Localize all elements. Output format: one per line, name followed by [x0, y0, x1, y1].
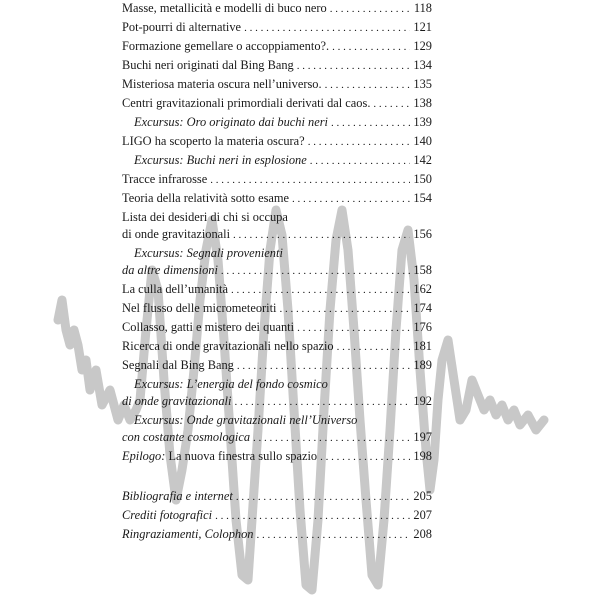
epilogue-title: La nuova finestra sullo spazio	[168, 449, 318, 463]
toc-entry-title: Excursus: Segnali provenienti	[134, 246, 283, 260]
dot-leader	[320, 449, 410, 465]
toc-entry-title: Bibliografia e internet	[122, 489, 233, 503]
toc-entry-title: Tracce infrarosse	[122, 172, 208, 186]
toc-entry[interactable]	[122, 319, 432, 335]
toc-page-number: 142	[413, 153, 432, 167]
toc-entry[interactable]	[122, 57, 432, 73]
toc-entry[interactable]	[122, 190, 432, 206]
toc-page-number: 134	[413, 58, 432, 72]
toc-entry-title: Excursus: Onde gravitazionali nell’Universo	[134, 413, 358, 427]
toc-entry[interactable]	[122, 281, 432, 297]
toc-entry-title: da altre dimensioni	[122, 263, 218, 277]
toc-entry-title: Nel flusso delle micrometeoriti	[122, 301, 277, 315]
toc-page-number: 140	[413, 134, 432, 148]
toc-entry-excursus[interactable]	[122, 114, 432, 130]
toc-entry-title: di onde gravitazionali	[122, 394, 232, 408]
toc-entry[interactable]	[122, 133, 432, 149]
toc-entry-title: La culla dell’umanità	[122, 282, 228, 296]
toc-entry[interactable]	[122, 171, 432, 187]
dot-leader	[331, 115, 410, 131]
dot-leader	[297, 58, 411, 74]
toc-entry-title: LIGO ha scoperto la materia oscura?	[122, 134, 305, 148]
toc-entry-title: di onde gravitazionali	[122, 227, 231, 241]
toc-page-number: 150	[413, 172, 432, 186]
toc-entry[interactable]	[122, 38, 432, 54]
toc-entry-title	[122, 448, 317, 464]
toc-page-number: 139	[413, 115, 432, 129]
toc-page-number: 198	[413, 449, 432, 463]
toc-entry-title: Excursus: Oro originato dai buchi neri	[134, 115, 328, 129]
toc-page-number: 207	[413, 508, 432, 522]
toc-page-number: 208	[413, 527, 432, 541]
toc-entry-excursus-line1[interactable]	[122, 376, 432, 392]
toc-page-number: 129	[413, 39, 432, 53]
toc-entry-title: Ricerca di onde gravitazionali nello spazio	[122, 339, 334, 353]
toc-entry[interactable]	[122, 300, 432, 316]
toc-entry[interactable]	[122, 95, 432, 111]
dot-leader	[236, 489, 411, 505]
toc-entry-title: Collasso, gatti e mistero dei quanti	[122, 320, 295, 334]
toc-entry-line2[interactable]	[122, 226, 432, 242]
toc-entry[interactable]	[122, 19, 432, 35]
dot-leader	[337, 339, 411, 355]
dot-leader	[297, 320, 410, 336]
toc-entry-title: Misteriosa materia oscura nell’universo.	[122, 77, 322, 91]
toc-entry-title: Lista dei desideri di chi si occupa	[122, 210, 288, 224]
dot-leader	[237, 358, 411, 374]
toc-page-number: 162	[413, 282, 432, 296]
toc-entry-excursus-line2[interactable]	[122, 393, 432, 409]
toc-page-number: 121	[413, 20, 432, 34]
dot-leader	[231, 282, 410, 298]
dot-leader	[373, 96, 410, 112]
toc-page-number: 205	[413, 489, 432, 503]
toc-entry-title: Teoria della relatività sotto esame	[122, 191, 290, 205]
toc-page-number: 181	[413, 339, 432, 353]
toc-entry[interactable]	[122, 76, 432, 92]
toc-entry-excursus-line1[interactable]	[122, 245, 432, 261]
toc-page-number: 174	[413, 301, 432, 315]
dot-leader	[292, 191, 410, 207]
toc-page-number: 197	[413, 430, 432, 444]
dot-leader	[221, 263, 411, 279]
toc-page-number: 156	[413, 227, 432, 241]
toc-entry-title: Masse, metallicità e modelli di buco nero	[122, 1, 327, 15]
dot-leader	[233, 227, 410, 243]
toc-entry-excursus[interactable]	[122, 152, 432, 168]
toc-page-number: 138	[413, 96, 432, 110]
toc-entry-title: Pot-pourri di alternative	[122, 20, 242, 34]
dot-leader	[234, 394, 410, 410]
toc-entry-backmatter[interactable]	[122, 488, 432, 504]
dot-leader	[280, 301, 411, 317]
toc-entry-title: Ringraziamenti, Colophon	[122, 527, 254, 541]
dot-leader	[215, 508, 410, 524]
toc-entry-title: con costante cosmologica	[122, 430, 251, 444]
toc-entry-backmatter[interactable]	[122, 526, 432, 542]
toc-page-number: 118	[413, 1, 432, 15]
toc-entry-title: Centri gravitazionali primordiali derivati dal caos.	[122, 96, 371, 110]
dot-leader	[253, 430, 410, 446]
toc-page-number: 158	[413, 263, 432, 277]
toc-entry-excursus-line2[interactable]	[122, 262, 432, 278]
toc-entry-excursus-line2[interactable]	[122, 429, 432, 445]
toc-entry-excursus-line1[interactable]	[122, 412, 432, 428]
toc-entry[interactable]	[122, 357, 432, 373]
toc-entry[interactable]	[122, 0, 432, 16]
dot-leader	[330, 1, 411, 17]
toc-entry[interactable]	[122, 338, 432, 354]
toc-entry-epilogue[interactable]	[122, 448, 432, 464]
dot-leader	[244, 20, 410, 36]
dot-leader	[310, 153, 411, 169]
toc-entry-title: Buchi neri originati dal Bing Bang	[122, 58, 294, 72]
toc-page-number: 154	[413, 191, 432, 205]
dot-leader	[210, 172, 410, 188]
toc-entry-title: Segnali dal Bing Bang	[122, 358, 234, 372]
toc-page-number: 135	[413, 77, 432, 91]
toc-entry-title: Excursus: Buchi neri in esplosione	[134, 153, 307, 167]
toc-entry-line1[interactable]	[122, 209, 432, 225]
toc-entry-backmatter[interactable]	[122, 507, 432, 523]
toc-entry-title: Formazione gemellare o accoppiamento?.	[122, 39, 330, 53]
dot-leader	[308, 134, 411, 150]
dot-leader	[256, 527, 410, 543]
epilogue-label: Epilogo:	[122, 449, 166, 463]
toc-page-number: 192	[413, 394, 432, 408]
dot-leader	[332, 39, 410, 55]
dot-leader	[325, 77, 411, 93]
toc-page-number: 189	[413, 358, 432, 372]
toc-page-number: 176	[413, 320, 432, 334]
toc-entry-title: Crediti fotografici	[122, 508, 213, 522]
toc-entry-title: Excursus: L’energia del fondo cosmico	[134, 377, 328, 391]
